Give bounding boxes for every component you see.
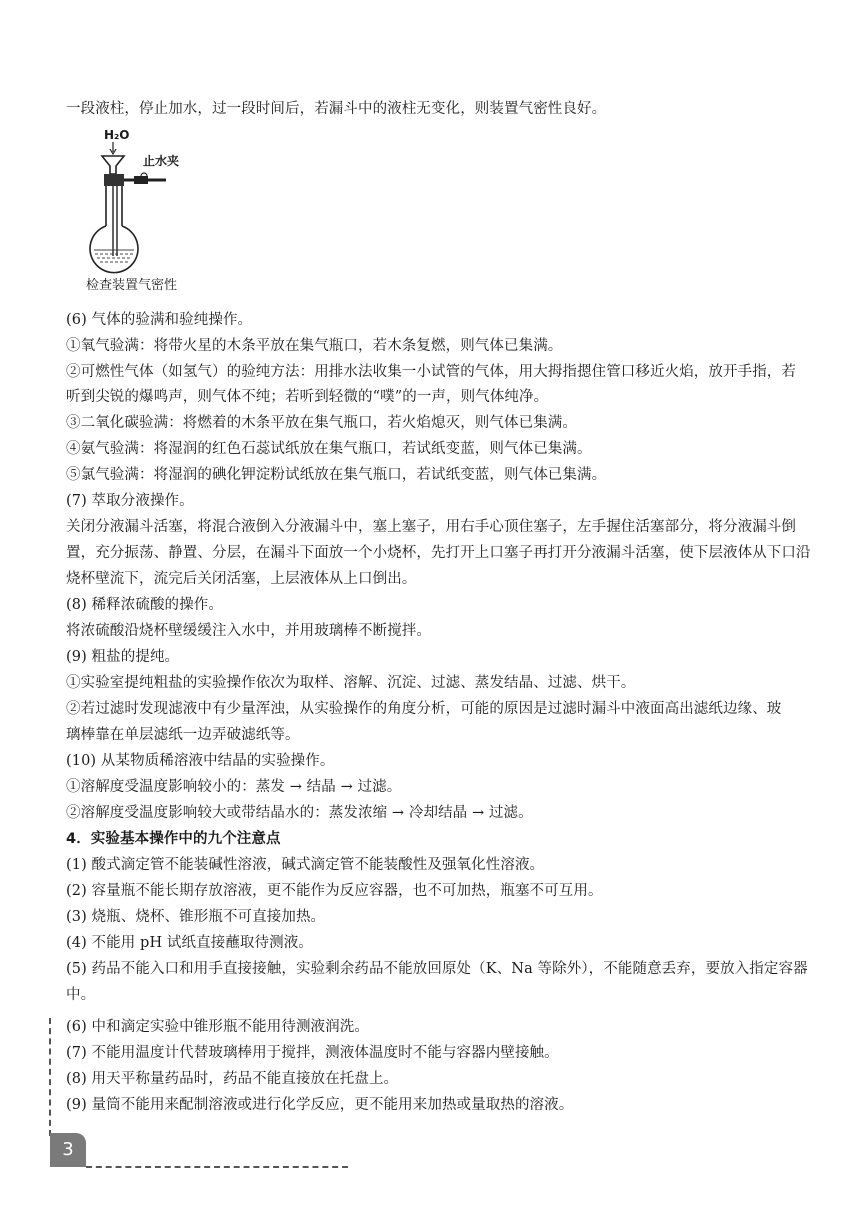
margin-dashed-line — [49, 1018, 51, 1136]
text-line: (3) 烧瓶、烧杯、锥形瓶不可直接加热。 — [66, 909, 326, 925]
text-line: ②溶解度受温度影响较大或带结晶水的：蒸发浓缩 → 冷却结晶 → 过滤。 — [66, 805, 533, 821]
text-line: ①氧气验满：将带火星的木条平放在集气瓶口，若木条复燃，则气体已集满。 — [66, 338, 563, 354]
text-line: 璃棒靠在单层滤纸一边弄破滤纸等。 — [66, 727, 300, 743]
text-line: (7) 不能用温度计代替玻璃棒用于搅拌，测液体温度时不能与容器内壁接触。 — [66, 1045, 559, 1061]
section-heading: 4．实验基本操作中的九个注意点 — [66, 831, 281, 847]
text-line: 一段液柱，停止加水，过一段时间后，若漏斗中的液柱无变化，则装置气密性良好。 — [66, 101, 607, 117]
text-line: ②若过滤时发现滤液中有少量浑浊，从实验操作的角度分析，可能的原因是过滤时漏斗中液面高出滤纸边缘、玻 — [66, 701, 782, 717]
text-line: (7) 萃取分液操作。 — [66, 493, 194, 509]
text-line: ①实验室提纯粗盐的实验操作依次为取样、溶解、沉淀、过滤、蒸发结晶、过滤、烘干。 — [66, 675, 636, 691]
text-line: (1) 酸式滴定管不能装碱性溶液，碱式滴定管不能装酸性及强氧化性溶液。 — [66, 857, 545, 873]
text-line: (4) 不能用 pH 试纸直接蘸取待测液。 — [66, 935, 313, 951]
text-line: (2) 容量瓶不能长期存放溶液，更不能作为反应容器，也不可加热，瓶塞不可互用。 — [66, 883, 603, 899]
text-line: (8) 稀释浓硫酸的操作。 — [66, 597, 223, 613]
text-line: ③二氧化碳验满：将燃着的木条平放在集气瓶口，若火焰熄灭，则气体已集满。 — [66, 415, 577, 431]
text-line: 置，充分振荡、静置、分层，在漏斗下面放一个小烧杯，先打开上口塞子再打开分液漏斗活塞，使下层液体从下口沿 — [66, 545, 811, 561]
text-line: (6) 气体的验满和验纯操作。 — [66, 312, 253, 328]
text-line: 将浓硫酸沿烧杯壁缓缓注入水中，并用玻璃棒不断搅拌。 — [66, 623, 431, 639]
water-clip-label: 止水夹 — [143, 154, 180, 168]
figure-caption: 检查装置气密性 — [86, 278, 178, 293]
text-line: (9) 粗盐的提纯。 — [66, 649, 180, 665]
text-line: 中。 — [66, 987, 96, 1003]
text-line: ⑤氯气验满：将湿润的碘化钾淀粉试纸放在集气瓶口，若试纸变蓝，则气体已集满。 — [66, 467, 607, 483]
text-line: ①溶解度受温度影响较小的：蒸发 → 结晶 → 过滤。 — [66, 779, 402, 795]
airtightness-apparatus-diagram — [86, 128, 196, 293]
text-line: ④氨气验满：将湿润的红色石蕊试纸放在集气瓶口，若试纸变蓝，则气体已集满。 — [66, 441, 592, 457]
text-line: 听到尖锐的爆鸣声，则气体不纯；若听到轻微的“噗”的一声，则气体纯净。 — [66, 389, 549, 405]
text-line: (9) 量筒不能用来配制溶液或进行化学反应，更不能用来加热或量取热的溶液。 — [66, 1097, 574, 1113]
text-line: (5) 药品不能入口和用手直接接触，实验剩余药品不能放回原处（K、Na 等除外），不能随意丢弃，要放入指定容器 — [66, 961, 808, 977]
footer-dashed-line — [86, 1166, 348, 1168]
text-line: 烧杯壁流下，流完后关闭活塞，上层液体从上口倒出。 — [66, 571, 417, 587]
h2o-label: H₂O — [104, 128, 130, 142]
text-line: 关闭分液漏斗活塞，将混合液倒入分液漏斗中，塞上塞子，用右手心顶住塞子，左手握住活塞部分，将分液漏斗倒 — [66, 519, 796, 535]
text-line: (8) 用天平称量药品时，药品不能直接放在托盘上。 — [66, 1071, 399, 1087]
text-line: (6) 中和滴定实验中锥形瓶不能用待测液润洗。 — [66, 1019, 369, 1035]
page-number: 3 — [50, 1133, 86, 1167]
text-line: ②可燃性气体（如氢气）的验纯方法：用排水法收集一小试管的气体，用大拇指摁住管口移近火焰，放开手指，若 — [66, 364, 796, 380]
text-line: (10) 从某物质稀溶液中结晶的实验操作。 — [66, 753, 335, 769]
